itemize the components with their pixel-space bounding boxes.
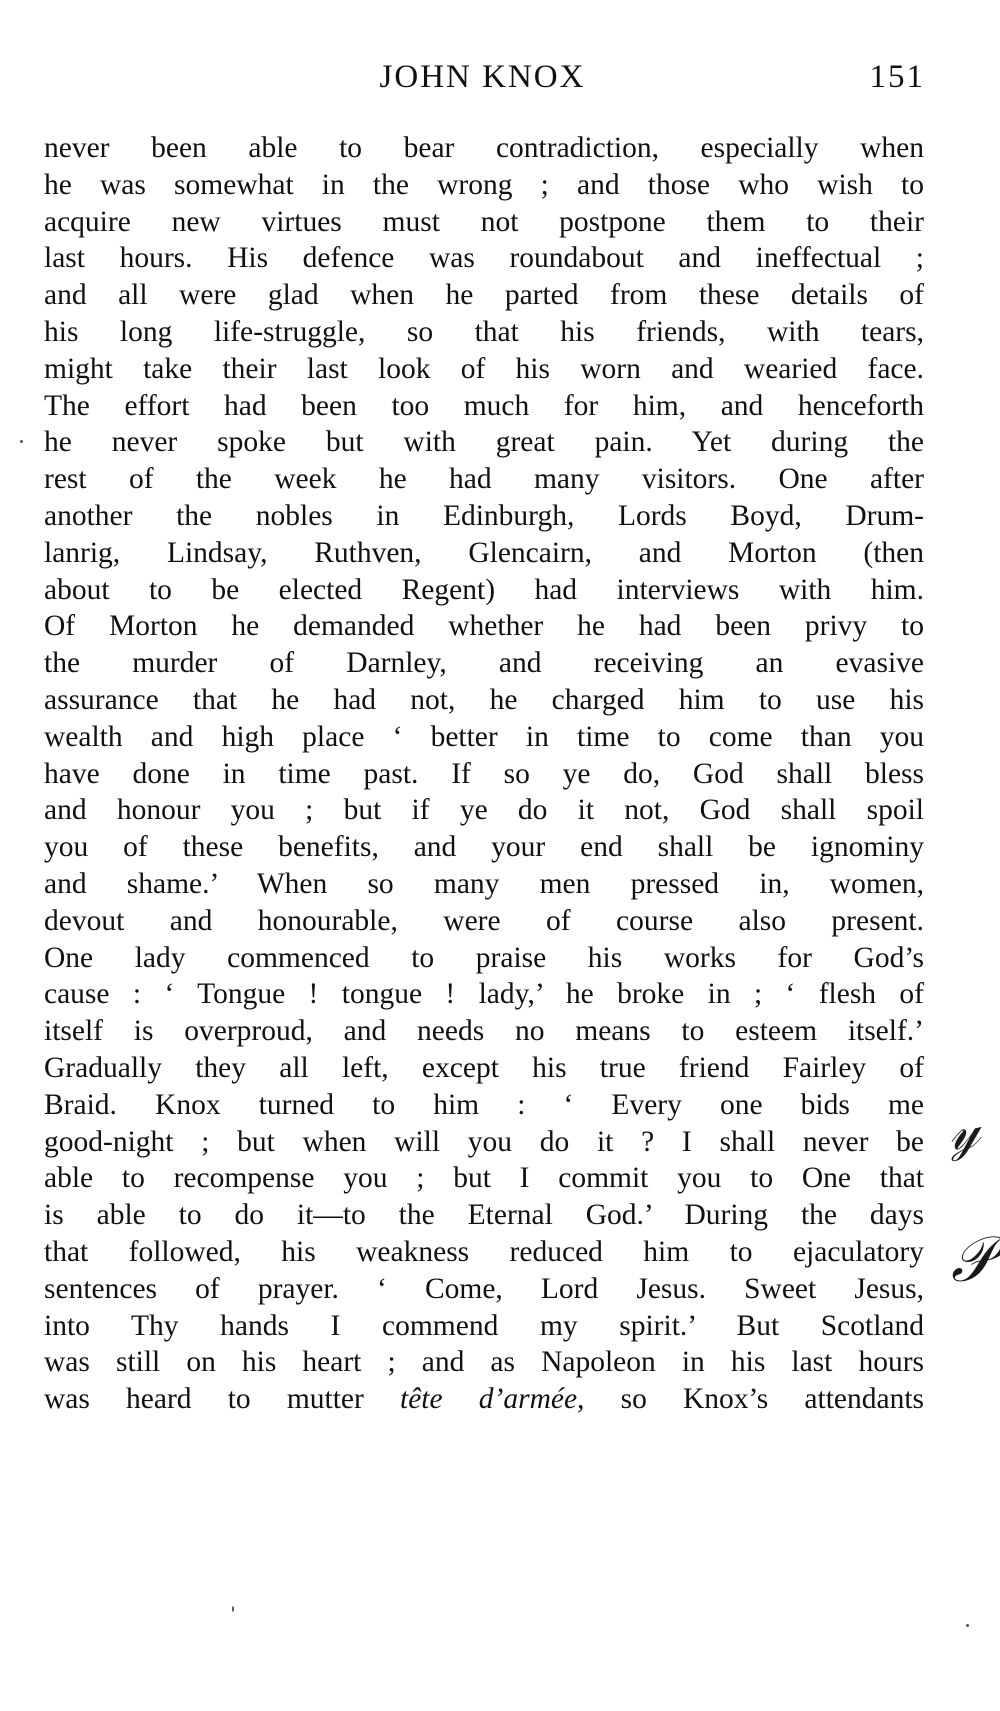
stray-ink-dot	[966, 1624, 969, 1627]
text-line: and honour you ; but if ye do it not, God shall spoil	[44, 794, 924, 827]
text-line: acquire new virtues must not postpone them to their	[44, 205, 924, 238]
text-line: might take their last look of his worn and wearied face.	[44, 352, 924, 385]
text-line: Of Morton he demanded whether he had been privy to	[44, 610, 924, 643]
text-line-last	[44, 1381, 924, 1418]
text-line: that followed, his weakness reduced him to ejaculatory	[44, 1235, 924, 1268]
running-head	[40, 52, 925, 102]
text-line: he was somewhat in the wrong ; and those who wish to	[44, 168, 924, 201]
text-line: have done in time past. If so ye do, God shall bless	[44, 757, 924, 790]
text-line: never been able to bear contradiction, especially when	[44, 132, 924, 164]
text-line: is able to do it—to the Eternal God.’ During the days	[44, 1199, 924, 1232]
text-line: and shame.’ When so many men pressed in, women,	[44, 867, 924, 900]
stray-ink-dot	[232, 1606, 234, 1612]
text-line: was still on his heart ; and as Napoleon in his last hours	[44, 1346, 924, 1379]
text-line: into Thy hands I commend my spirit.’ But Scotland	[44, 1309, 924, 1342]
text-line: devout and honourable, were of course also present.	[44, 904, 924, 937]
text-segment: so Knox’s attendants	[620, 1383, 925, 1416]
text-line: his long life-struggle, so that his friends, with tears,	[44, 315, 924, 348]
stray-ink-dot	[20, 440, 23, 443]
text-line: last hours. His defence was roundabout and ineffectual ;	[44, 242, 924, 275]
text-line: able to recompense you ; but I commit you to One that	[44, 1162, 924, 1195]
text-line: you of these benefits, and your end shall be ignominy	[44, 831, 924, 864]
text-line: and all were glad when he parted from these details of	[44, 279, 924, 312]
text-line: wealth and high place ‘ better in time to come than you	[44, 720, 924, 753]
text-line: Gradually they all left, except his true friend Fairley of	[44, 1051, 924, 1084]
text-line: good-night ; but when will you do it ? I shall never be	[44, 1125, 924, 1158]
text-line: The effort had been too much for him, and henceforth	[44, 389, 924, 422]
text-line: One lady commenced to praise his works for God’s	[44, 941, 924, 974]
text-line: itself is overproud, and needs no means to esteem itself.’	[44, 1015, 924, 1048]
text-line: sentences of prayer. ‘ Come, Lord Jesus. Sweet Jesus,	[44, 1272, 924, 1305]
page-number: 151	[869, 59, 925, 95]
text-line: cause : ‘ Tongue ! tongue ! lady,’ he broke in ; ‘ flesh of	[44, 978, 924, 1011]
running-title: JOHN KNOX	[379, 59, 586, 95]
text-line: he never spoke but with great pain. Yet during the	[44, 426, 924, 459]
text-line: lanrig, Lindsay, Ruthven, Glencairn, and Morton (then	[44, 536, 924, 569]
text-line: about to be elected Regent) had interviews with him.	[44, 573, 924, 606]
text-line: assurance that he had not, he charged him to use his	[44, 683, 924, 716]
handwritten-margin-mark: 𝒫	[947, 1223, 996, 1297]
italic-phrase: tête d’armée,	[400, 1383, 585, 1416]
text-line: rest of the week he had many visitors. One after	[44, 463, 924, 496]
text-line: Braid. Knox turned to him : ‘ Every one bids me	[44, 1088, 924, 1121]
text-segment: was heard to mutter	[44, 1383, 364, 1416]
handwritten-margin-mark: 𝓎	[943, 1096, 984, 1163]
body-text	[44, 130, 924, 1418]
text-line: the murder of Darnley, and receiving an evasive	[44, 647, 924, 680]
text-line: another the nobles in Edinburgh, Lords Boyd, Drum-	[44, 499, 924, 532]
